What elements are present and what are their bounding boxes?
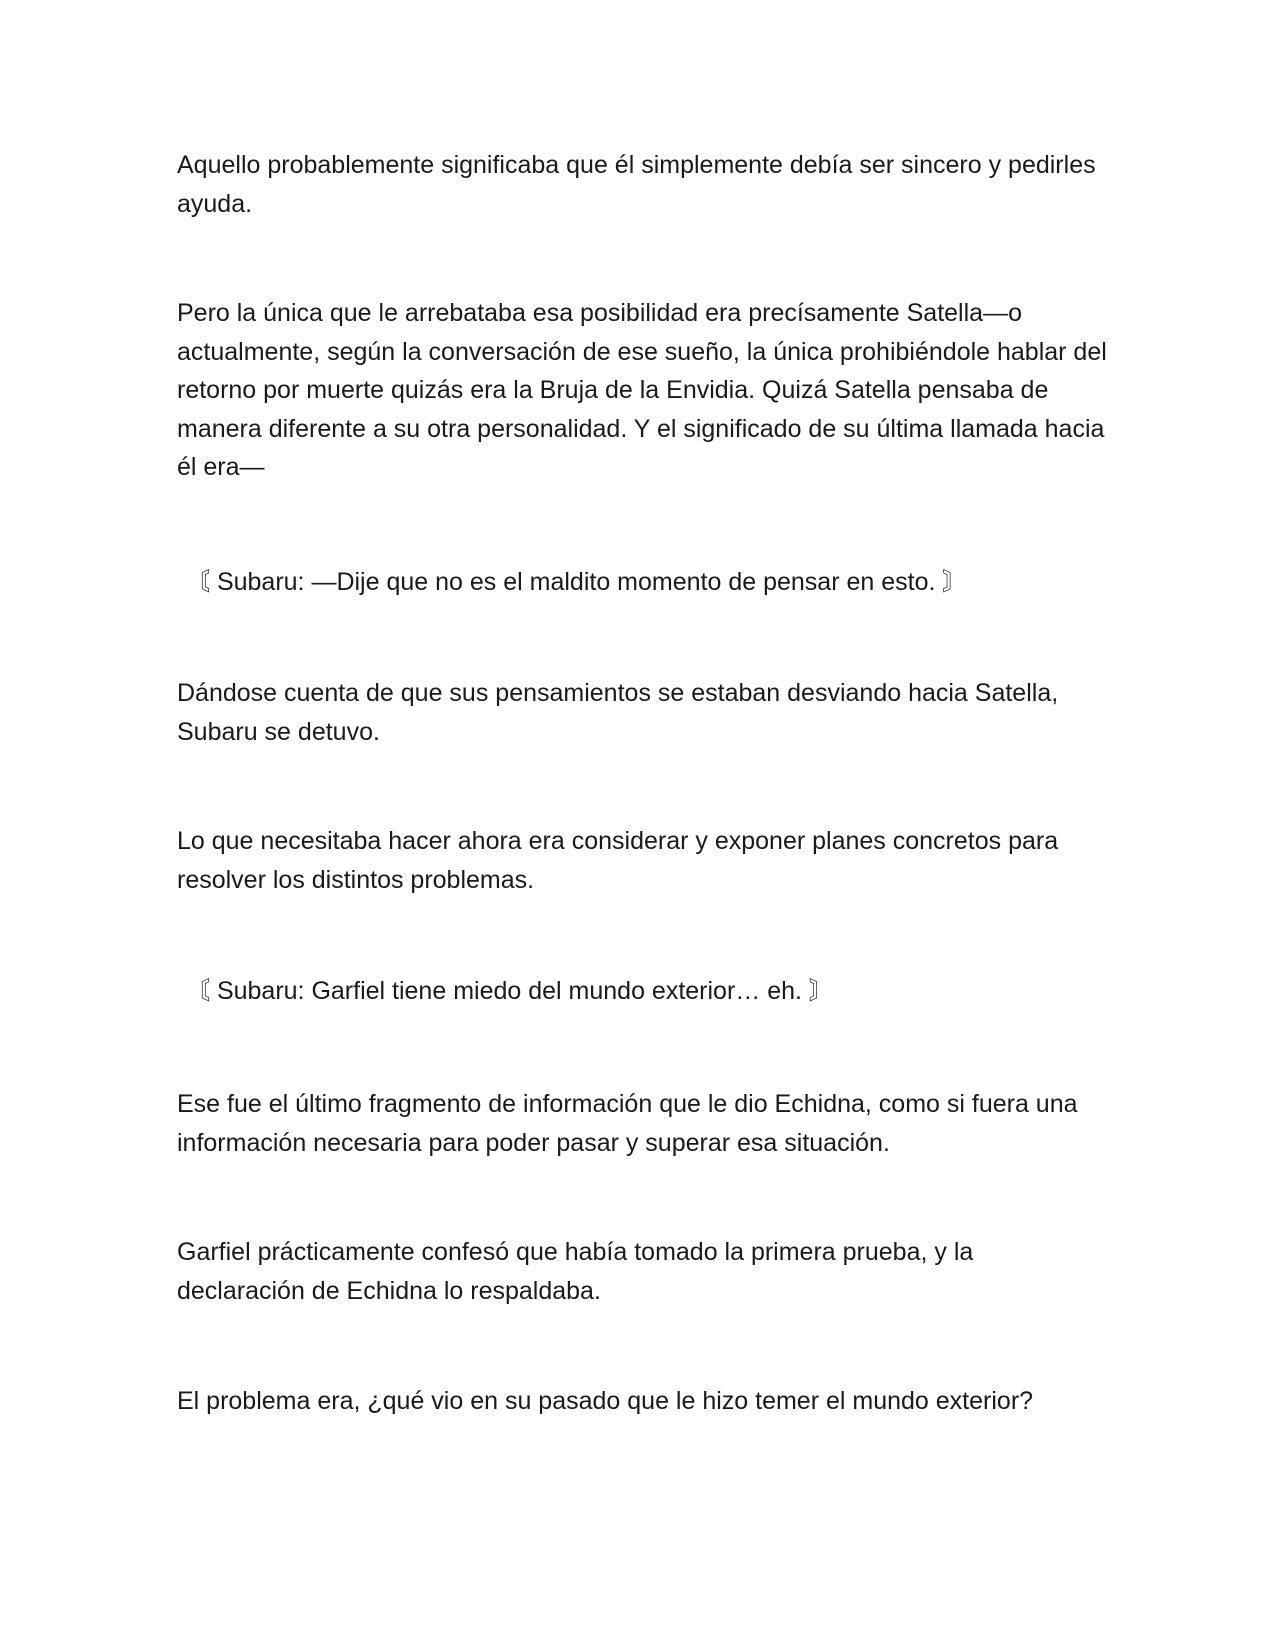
paragraph: Garfiel prácticamente confesó que había tomado la primera prueba, y la declaración de Echidna lo respaldaba. xyxy=(177,1238,974,1305)
paragraph: Aquello probablemente significaba que él simplemente debía ser sincero y pedirles ayuda. xyxy=(177,151,1096,218)
paragraph: Dándose cuenta de que sus pensamientos se estaban desviando hacia Satella, Subaru se detuvo. xyxy=(177,679,1059,746)
paragraph: Pero la única que le arrebataba esa posibilidad era precísamente Satella—o actualmente, según la conversación de ese sueño, la única prohibiéndole hablar del retorno por muerte quizás era la Bruja de la Envidia. Quizá Satella pensaba de manera diferente a su otra personalidad. Y el significado de su última llamada hacia él era— xyxy=(177,299,1107,481)
paragraph: Lo que necesitaba hacer ahora era considerar y exponer planes concretos para resolver los distintos problemas. xyxy=(177,827,1059,894)
dialogue-line: 〘 Subaru: —Dije que no es el maldito momento de pensar en esto. 〙 xyxy=(185,568,968,596)
paragraph: Ese fue el último fragmento de información que le dio Echidna, como si fuera una información necesaria para poder pasar y superar esa situación. xyxy=(177,1090,1078,1157)
paragraph: El problema era, ¿qué vio en su pasado que le hizo temer el mundo exterior? xyxy=(177,1387,1034,1415)
dialogue-line: 〘 Subaru: Garfiel tiene miedo del mundo exterior… eh. 〙 xyxy=(185,977,834,1005)
